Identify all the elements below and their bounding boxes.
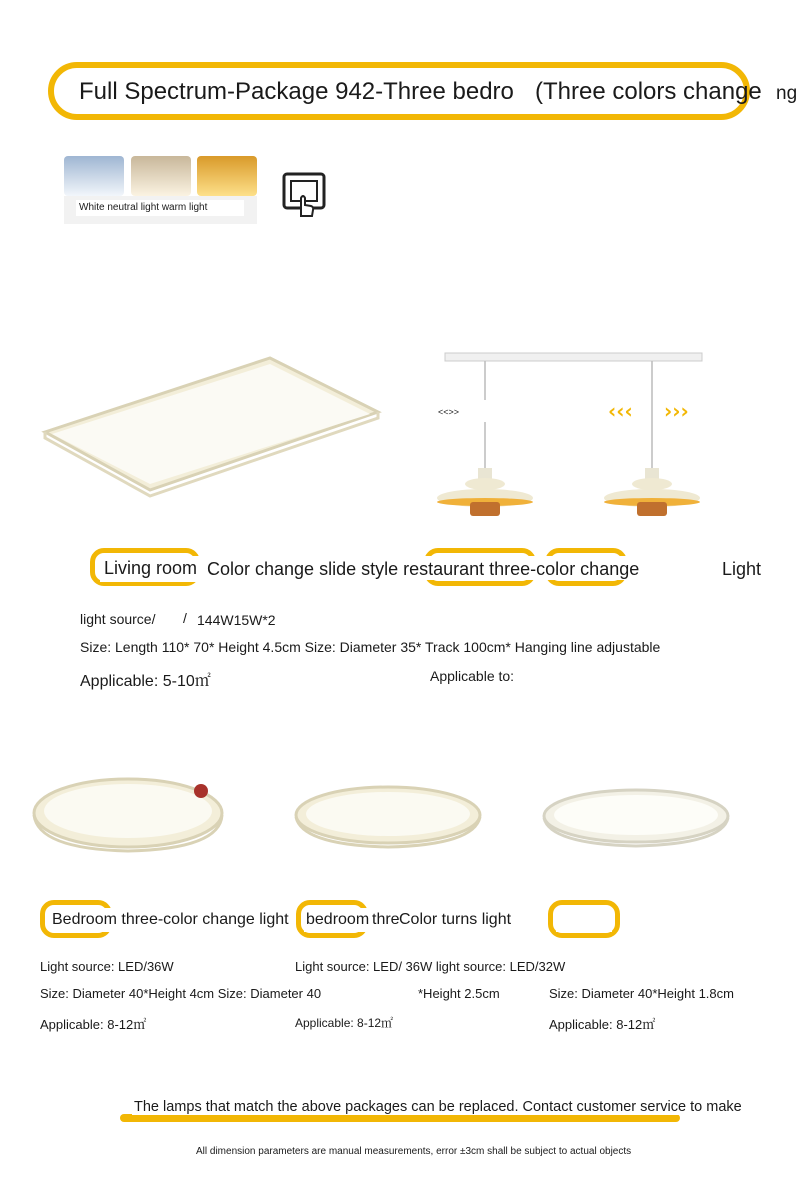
col2-light-source: Light source: LED/ 36W light source: LED/32W: [295, 959, 566, 974]
label-bedroom-2-trail: thre: [372, 911, 400, 928]
row1-light-source: light source/: [80, 611, 156, 627]
row1-applicable-right: Applicable to:: [430, 668, 515, 684]
col1-light-source: Light source: LED/36W: [40, 959, 174, 974]
rectangular-ceiling-light-image: [40, 350, 385, 500]
col2-applicable: Applicable: 8-12㎡: [295, 1016, 394, 1030]
round-light-slim-image: [292, 785, 484, 850]
header-title-overflow: ng: [776, 83, 798, 104]
row1-applicable-left: Applicable: 5-10㎡: [80, 673, 211, 690]
label-living-room: Living room: [104, 558, 198, 578]
col1-applicable: Applicable: 8-12㎡: [40, 1017, 147, 1032]
label-bedroom-2: bedroom: [306, 911, 370, 928]
row1-light-source-slash: /: [183, 610, 187, 626]
touch-switch-icon: [282, 172, 326, 220]
color-swatch-warm: [197, 156, 257, 196]
tag-color-turns-mask: [556, 908, 612, 932]
swatch-caption: White neutral light warm light: [79, 202, 208, 213]
track-arrows-mask: [470, 400, 540, 422]
row1-size: Size: Length 110* 70* Height 4.5cm Size: Diameter 35* Track 100cm* Hanging line adjustable: [80, 639, 661, 655]
track-pendant-light-image: [430, 350, 710, 525]
label-bedroom-1: Bedroom three-color change light: [52, 911, 289, 928]
svg-text:‹‹‹: ‹‹‹: [608, 399, 633, 423]
footer-notice: The lamps that match the above packages can be replaced. Contact customer service to make: [134, 1099, 742, 1115]
round-light-ultrathin-image: [540, 788, 732, 850]
label-light: Light: [722, 559, 762, 579]
color-swatch-neutral: [131, 156, 191, 196]
header-title-part1: Full Spectrum-Package 942-Three bedro: [79, 78, 514, 105]
col3-size: Size: Diameter 40*Height 1.8cm: [549, 986, 734, 1001]
label-slide-style: Color change slide style restaurant three-color change: [207, 559, 640, 579]
col3-applicable: Applicable: 8-12㎡: [549, 1017, 656, 1032]
svg-text:›››: ›››: [664, 399, 689, 423]
col2-size: *Height 2.5cm: [418, 986, 500, 1001]
label-color-turns: Color turns light: [399, 911, 512, 928]
col1-size: Size: Diameter 40*Height 4cm Size: Diameter 40: [40, 986, 322, 1001]
track-arrows-text: <<>>: [438, 407, 460, 417]
footer-disclaimer: All dimension parameters are manual measurements, error ±3cm shall be subject to actual objects: [196, 1146, 632, 1157]
color-swatch-white: [64, 156, 124, 196]
header-title-part2: (Three colors change: [535, 78, 762, 105]
round-light-with-knob-image: [30, 775, 235, 855]
footer-underline: [120, 1114, 680, 1122]
row1-light-source-value: 144W15W*2: [197, 612, 276, 628]
